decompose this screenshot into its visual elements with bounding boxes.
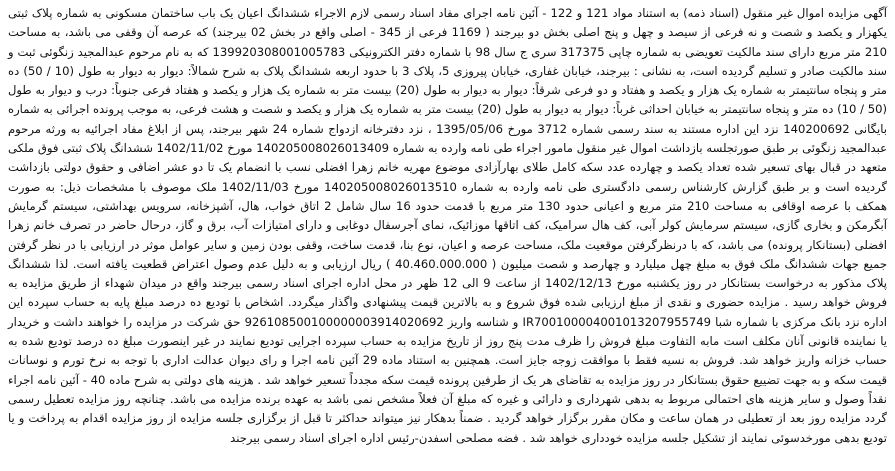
notice-body: آگهی مزایده اموال غیر منقول (اسناد ذمه) به استناد مواد 121 و 122 - آئین نامه اجرای مفاد اسناد رسمی لازم الاجراء ششدانگ اعیان یک باب ساختمان مسکونی به شماره پلاک ثبتی یکهزار و یکصد و شصت و نه فرعی از سیصد و چهل و پنج اصلی بخش دو بیرجند ( 1169 فرعی از 345 - اصلی واقع در بخش 02 بیرجند) که عرصه آن وقفی می باشد، به مساحت 210 متر مربع دارای سند مالکیت تعویضی به شماره چاپی 317375 سری ج سال 98 با شماره دفتر الکترونیکی 139920308001005783 که به نام مرحوم عبدالمجید زنگوئی ثبت و سند مالکیت صادر و تسلیم گردیده است، به نشانی : بیرجند، خیابان غفاری، خیابان پیروزی 5، پلاک 3 با حدود اربعه ششدانگ پلاک به شرح شمالاً: دیوار به دیوار به طول (10 / 50) ده متر و پنجاه سانتیمتر به شماره یک هزار و یکصد و هفتاد و دو فرعی شرقاً: دیوار به دیوار به طول (20) بیست متر به شماره یک هزار و یکصد و هفتاد فرعی جنوباً: درب و دیوار به طول (50 / 10) ده متر و پنجاه سانتیمتر به خیابان احداثی غرباً: دیوار به دیوار به طول (20) بیست متر به شماره یک هزار و یکصد و شصت و هشت فرعی، به موجب پرونده اجرائی به شماره بایگانی 140200692 نزد این اداره مستند به سند رسمی شماره 3712 مورخ 1395/05/06 ، نزد دفترخانه ازدواج شماره 24 شهر بیرجند، پس از ابلاغ مفاد اجرائیه به ورثه مرحوم عبدالمجید زنگوئی بر طبق صورتجلسه بازداشت اموال غیر منقول مامور اجراء طی نامه وارده به شماره 140205008026013409 مورخ 1402/11/02 ششدانگ پلاک ثبتی فوق ملکی متعهد در قبال بهای تسعیر شده تعداد یکصد و چهارده عدد سکه کامل طلای بهارآزادی موضوع مهریه خانم زهرا افضلی نسب با انضمام یک تا دو عشر اضافی و حقوق دولتی بازداشت گردیده است و بر طبق گزارش کارشناس رسمی دادگستری طی نامه وارده به شماره 140205008026013510 مورخ 1402/11/03 ملک موصوف با مشخصات ذیل: به صورت همکف با عرصه اوقافی به مساحت 210 متر مربع و اعیانی حدود 130 متر مربع با قدمت حدود 16 سال شامل 2 اتاق خواب، هال، آشپزخانه، سرویس بهداشتی، سیستم گرمایش آبگرمکن و بخاری گازی، سیستم سرمایش کولر آبی، کف هال سرامیک، کف اتاقها موزائیک، نمای آجرسفال دوغابی و دارای امتیازات آب، برق و گاز، درحال حاضر در تصرف خانم زهرا افضلی (بستانکار پرونده) می باشد، که با درنظرگرفتن موقعیت ملک، مساحت عرصه و اعیان، نوع بنا، قدمت ساخت، وقفی بودن زمین و سایر عوامل موثر در ارزیابی با در نظر گرفتن جمیع جهات ششدانگ ملک فوق به مبلغ چهل میلیارد و چهارصد و شصت میلیون ( 40.460.000.000 ) ریال ارزیابی و به دلیل عدم وصول اعتراض قطعیت یافته است. لذا ششدانگ پلاک مذکور به درخواست بستانکار در روز یکشنبه مورخ 1402/12/13 از ساعت 9 الی 12 ظهر در محل اداره اجرای اسناد رسمی بیرجند واقع در میدان شهداء از طریق مزایده به فروش خواهد رسید . مزایده حضوری و نقدی از مبلغ ارزیابی شده فوق شروع و به بالاترین قیمت پیشنهادی واگذار میگردد. اشخاص با تودیع ده درصد مبلغ پایه به حساب سپرده این اداره نزد بانک مرکزی با شماره شبا IR700100004001013207955749 و شناسه واریز 926108500100000003914020692 حق شرکت در مزایده را خواهند داشت و خریدار یا نماینده قانونی آنان مکلف است مابه التفاوت مبلغ فروش را ظرف مدت پنج روز از تاریخ مزایده به حساب سپرده اجرایی تودیع نمایند در غیر اینصورت مبلغ ده درصد تودیع شده به حساب خزانه واریز خواهد شد. فروش به نسیه فقط با موافقت زوجه جایز است. همچنین به استناد ماده 29 آئین نامه اجرا و رای دیوان عدالت اداری با توجه به نرخ تورم و نوسانات قیمت سکه و به جهت تضییع حقوق بستانکار در روز مزایده به تقاضای هر یک از طرفین پرونده قیمت سکه مجدداً تسعیر خواهد شد . هزینه های دولتی به شرح ماده 40 - آئین نامه اجراء نقداً وصول و سایر هزینه های احتمالی مربوط به بدهی شهرداری و دارائی و غیره که مبلغ آن فعلاً مشخص نمی باشد به عهده برنده مزایده می باشد. چنانچه روز مزایده تعطیل رسمی گردد مزایده روز بعد از تعطیلی در همان ساعت و مکان مقرر برگزار خواهد گردید . ضمناً بدهکار نیز میتواند حداکثر تا قبل از برگزاری جلسه مزایده از روز مزایده اقدام به پرداخت و یا تودیع بدهی مورخدسوئی نمایند از تشکیل جلسه مزایده خودداری خواهد شد . فضه مصلحی اسفدن-رئیس اداره اجرای اسناد رسمی بیرجند — [8, 6, 888, 445]
